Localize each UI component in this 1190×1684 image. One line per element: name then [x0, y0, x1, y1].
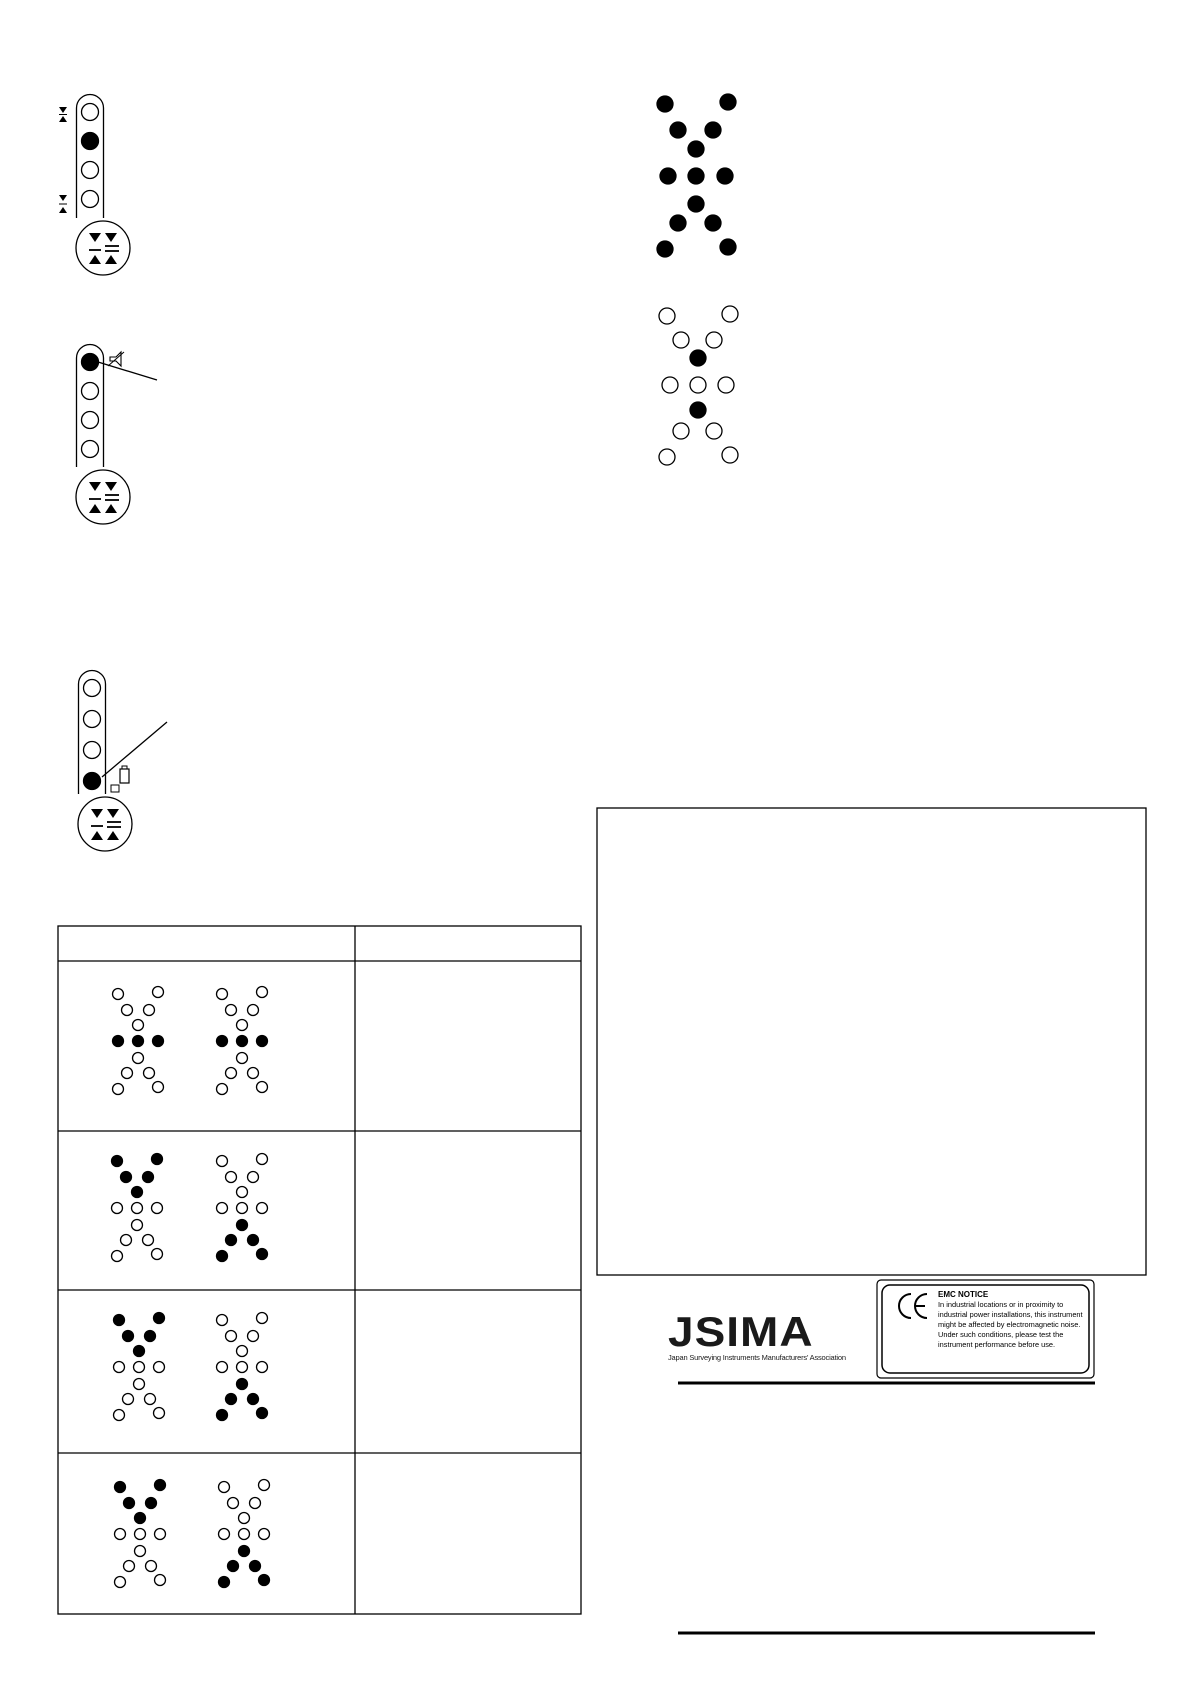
- led-on: [237, 1036, 248, 1047]
- led-off: [690, 377, 706, 393]
- led-off: [659, 449, 675, 465]
- led-on: [123, 1331, 134, 1342]
- led-off: [257, 987, 268, 998]
- led-off: [152, 1249, 163, 1260]
- led-off: [82, 104, 99, 121]
- leader-line: [102, 722, 167, 777]
- arrow-down-icon: [59, 195, 67, 201]
- led-on: [146, 1498, 157, 1509]
- emc-notice-title: EMC NOTICE: [938, 1290, 989, 1299]
- led-off: [132, 1220, 143, 1231]
- led-off: [154, 1362, 165, 1373]
- led-off: [114, 1362, 125, 1373]
- led-on: [239, 1546, 250, 1557]
- led-off: [153, 987, 164, 998]
- led-on: [705, 215, 721, 231]
- led-on: [250, 1561, 261, 1572]
- jsima-logo: JSIMA: [668, 1308, 814, 1356]
- led-on: [82, 354, 99, 371]
- led-off: [112, 1251, 123, 1262]
- led-off: [135, 1529, 146, 1540]
- led-off: [155, 1529, 166, 1540]
- led-off: [154, 1408, 165, 1419]
- led-on: [217, 1251, 228, 1262]
- led-off: [259, 1529, 270, 1540]
- led-off: [237, 1053, 248, 1064]
- led-off: [257, 1362, 268, 1373]
- led-on: [717, 168, 733, 184]
- led-on: [113, 1036, 124, 1047]
- led-off: [144, 1068, 155, 1079]
- led-off: [257, 1313, 268, 1324]
- led-on: [226, 1394, 237, 1405]
- led-off: [135, 1546, 146, 1557]
- led-off: [237, 1203, 248, 1214]
- led-on: [226, 1235, 237, 1246]
- arrow-up-icon: [59, 207, 67, 213]
- led-on: [720, 94, 736, 110]
- led-on: [670, 122, 686, 138]
- led-off: [226, 1068, 237, 1079]
- led-off: [84, 742, 101, 759]
- emc-notice-body: In industrial locations or in proximity to industrial power installations, this instrument might be affected by electromagnetic noise. Under such conditions, please test the instrument performance before use.: [938, 1300, 1083, 1349]
- led-on: [133, 1036, 144, 1047]
- led-off: [122, 1068, 133, 1079]
- led-on: [257, 1408, 268, 1419]
- led-off: [226, 1005, 237, 1016]
- led-off: [122, 1005, 133, 1016]
- led-off: [134, 1379, 145, 1390]
- led-off: [155, 1575, 166, 1586]
- led-off: [706, 332, 722, 348]
- led-on: [217, 1410, 228, 1421]
- sound-icon: [111, 785, 119, 792]
- led-off: [217, 1156, 228, 1167]
- led-off: [113, 1084, 124, 1095]
- led-on: [154, 1313, 165, 1324]
- led-off: [112, 1203, 123, 1214]
- led-off: [217, 1362, 228, 1373]
- led-on: [690, 402, 706, 418]
- led-off: [217, 989, 228, 1000]
- led-on: [690, 350, 706, 366]
- led-on: [248, 1394, 259, 1405]
- led-on: [688, 141, 704, 157]
- level-button: [78, 797, 132, 851]
- led-on: [259, 1575, 270, 1586]
- led-off: [250, 1498, 261, 1509]
- led-on: [670, 215, 686, 231]
- led-off: [113, 989, 124, 1000]
- led-on: [153, 1036, 164, 1047]
- led-on: [114, 1315, 125, 1326]
- led-off: [237, 1346, 248, 1357]
- jsima-subtitle: Japan Surveying Instruments Manufacturers' Association: [668, 1353, 846, 1362]
- led-off: [133, 1020, 144, 1031]
- led-off: [84, 680, 101, 697]
- led-off: [219, 1529, 230, 1540]
- battery-terminal: [122, 766, 127, 769]
- led-off: [659, 308, 675, 324]
- led-off: [82, 162, 99, 179]
- led-off: [226, 1331, 237, 1342]
- led-on: [219, 1577, 230, 1588]
- level-button: [76, 470, 130, 524]
- content-box: [597, 808, 1146, 1275]
- led-on: [152, 1154, 163, 1165]
- ce-mark-icon: [915, 1294, 927, 1318]
- led-off: [237, 1362, 248, 1373]
- led-on: [82, 133, 99, 150]
- led-off: [248, 1005, 259, 1016]
- led-off: [152, 1203, 163, 1214]
- led-off: [82, 383, 99, 400]
- led-off: [153, 1082, 164, 1093]
- led-on: [124, 1498, 135, 1509]
- led-on: [132, 1187, 143, 1198]
- led-off: [82, 412, 99, 429]
- led-off: [124, 1561, 135, 1572]
- led-off: [146, 1561, 157, 1572]
- led-on: [155, 1480, 166, 1491]
- led-off: [248, 1068, 259, 1079]
- led-off: [248, 1331, 259, 1342]
- level-button: [76, 221, 130, 275]
- led-on: [257, 1249, 268, 1260]
- led-on: [688, 196, 704, 212]
- led-on: [135, 1513, 146, 1524]
- led-on: [660, 168, 676, 184]
- led-off: [239, 1513, 250, 1524]
- led-off: [718, 377, 734, 393]
- led-off: [226, 1172, 237, 1183]
- led-on: [688, 168, 704, 184]
- led-off: [706, 423, 722, 439]
- led-on: [143, 1172, 154, 1183]
- led-off: [248, 1172, 259, 1183]
- led-off: [84, 711, 101, 728]
- led-off: [115, 1577, 126, 1588]
- led-off: [237, 1020, 248, 1031]
- led-on: [720, 239, 736, 255]
- led-on: [237, 1379, 248, 1390]
- led-off: [145, 1394, 156, 1405]
- led-off: [82, 191, 99, 208]
- led-on: [657, 96, 673, 112]
- led-off: [219, 1482, 230, 1493]
- led-off: [115, 1529, 126, 1540]
- led-off: [123, 1394, 134, 1405]
- led-off: [722, 447, 738, 463]
- arrow-down-icon: [59, 107, 67, 113]
- led-on: [657, 241, 673, 257]
- led-off: [257, 1203, 268, 1214]
- led-off: [257, 1154, 268, 1165]
- led-off: [133, 1053, 144, 1064]
- led-on: [134, 1346, 145, 1357]
- led-off: [237, 1187, 248, 1198]
- led-off: [82, 441, 99, 458]
- battery-icon: [120, 769, 129, 783]
- led-off: [673, 332, 689, 348]
- led-off: [257, 1082, 268, 1093]
- led-off: [144, 1005, 155, 1016]
- led-off: [134, 1362, 145, 1373]
- led-off: [239, 1529, 250, 1540]
- led-off: [259, 1480, 270, 1491]
- led-on: [705, 122, 721, 138]
- led-on: [228, 1561, 239, 1572]
- led-off: [722, 306, 738, 322]
- led-on: [84, 773, 101, 790]
- led-off: [121, 1235, 132, 1246]
- led-on: [145, 1331, 156, 1342]
- led-off: [217, 1084, 228, 1095]
- led-on: [112, 1156, 123, 1167]
- led-on: [217, 1036, 228, 1047]
- emc-notice-text: [938, 1290, 1088, 1350]
- leader-line: [98, 362, 157, 380]
- led-off: [132, 1203, 143, 1214]
- led-off: [114, 1410, 125, 1421]
- led-on: [121, 1172, 132, 1183]
- led-off: [673, 423, 689, 439]
- arrow-up-icon: [59, 116, 67, 122]
- led-off: [217, 1203, 228, 1214]
- led-on: [237, 1220, 248, 1231]
- led-on: [248, 1235, 259, 1246]
- ce-mark-icon: [899, 1294, 911, 1318]
- led-off: [217, 1315, 228, 1326]
- led-on: [257, 1036, 268, 1047]
- led-off: [228, 1498, 239, 1509]
- led-off: [143, 1235, 154, 1246]
- led-on: [115, 1482, 126, 1493]
- led-off: [662, 377, 678, 393]
